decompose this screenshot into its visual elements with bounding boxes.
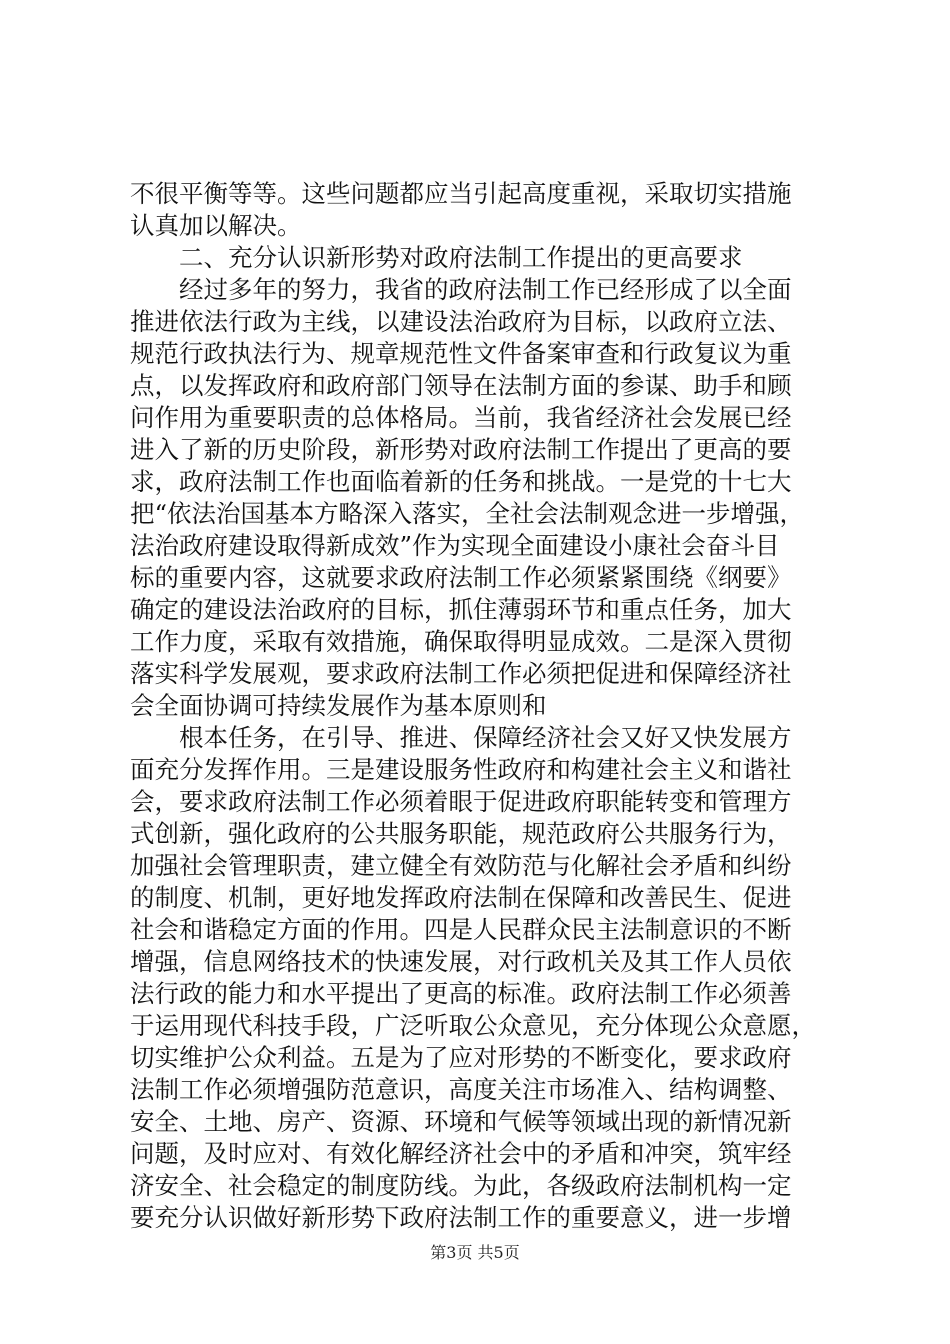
text-line: 问作用为重要职责的总体格局。当前，我省经济社会发展已经	[130, 403, 792, 432]
text-line: 确定的建设法治政府的目标，抓住薄弱环节和重点任务，加大	[130, 595, 792, 624]
text-line: 式创新，强化政府的公共服务职能，规范政府公共服务行为，	[130, 819, 792, 848]
text-line: 求，政府法制工作也面临着新的任务和挑战。一是党的十七大	[130, 467, 792, 496]
text-line: 济安全、社会稳定的制度防线。为此，各级政府法制机构一定	[130, 1171, 792, 1200]
text-line: 加强社会管理职责，建立健全有效防范与化解社会矛盾和纠纷	[130, 851, 792, 880]
text-line: 标的重要内容，这就要求政府法制工作必须紧紧围绕《纲要》	[130, 563, 792, 592]
text-line: 认真加以解决。	[130, 211, 302, 240]
text-line: 增强，信息网络技术的快速发展，对行政机关及其工作人员依	[130, 947, 792, 976]
page-number-footer: 第3页 共5页	[430, 1243, 520, 1262]
text-line: 不很平衡等等。这些问题都应当引起高度重视，采取切实措施	[130, 179, 792, 208]
text-line: 安全、土地、房产、资源、环境和气候等领域出现的新情况新	[130, 1107, 792, 1136]
body-text	[130, 178, 820, 1234]
text-line: 社会和谐稳定方面的作用。四是人民群众民主法制意识的不断	[130, 915, 792, 944]
text-line: 会，要求政府法制工作必须着眼于促进政府职能转变和管理方	[130, 787, 792, 816]
text-line: 落实科学发展观，要求政府法制工作必须把促进和保障经济社	[130, 659, 792, 688]
text-line: 法行政的能力和水平提出了更高的标准。政府法制工作必须善	[130, 979, 792, 1008]
paragraph-start-line: 根本任务，在引导、推进、保障经济社会又好又快发展方	[179, 723, 792, 752]
paragraph-start-line: 经过多年的努力，我省的政府法制工作已经形成了以全面	[179, 275, 792, 304]
text-line: 于运用现代科技手段，广泛听取公众意见，充分体现公众意愿，	[130, 1011, 816, 1040]
text-line: 法治政府建设取得新成效”作为实现全面建设小康社会奋斗目	[130, 531, 780, 560]
text-line: 把“依法治国基本方略深入落实，全社会法制观念进一步增强，	[130, 499, 805, 528]
text-line: 进入了新的历史阶段，新形势对政府法制工作提出了更高的要	[130, 435, 792, 464]
text-line: 的制度、机制，更好地发挥政府法制在保障和改善民生、促进	[130, 883, 792, 912]
text-line: 面充分发挥作用。三是建设服务性政府和构建社会主义和谐社	[130, 755, 792, 784]
text-line: 规范行政执法行为、规章规范性文件备案审查和行政复议为重	[130, 339, 792, 368]
text-line: 问题，及时应对、有效化解经济社会中的矛盾和冲突，筑牢经	[130, 1139, 792, 1168]
text-line: 切实维护公众利益。五是为了应对形势的不断变化，要求政府	[130, 1043, 792, 1072]
text-line: 推进依法行政为主线，以建设法治政府为目标，以政府立法、	[130, 307, 792, 336]
text-line: 点，以发挥政府和政府部门领导在法制方面的参谋、助手和顾	[130, 371, 792, 400]
text-line: 会全面协调可持续发展作为基本原则和	[130, 691, 547, 720]
text-line: 要充分认识做好新形势下政府法制工作的重要意义，进一步增	[130, 1203, 792, 1232]
text-line: 工作力度，采取有效措施，确保取得明显成效。二是深入贯彻	[130, 627, 792, 656]
paragraph-start-line: 二、充分认识新形势对政府法制工作提出的更高要求	[179, 243, 743, 272]
text-line: 法制工作必须增强防范意识，高度关注市场准入、结构调整、	[130, 1075, 792, 1104]
